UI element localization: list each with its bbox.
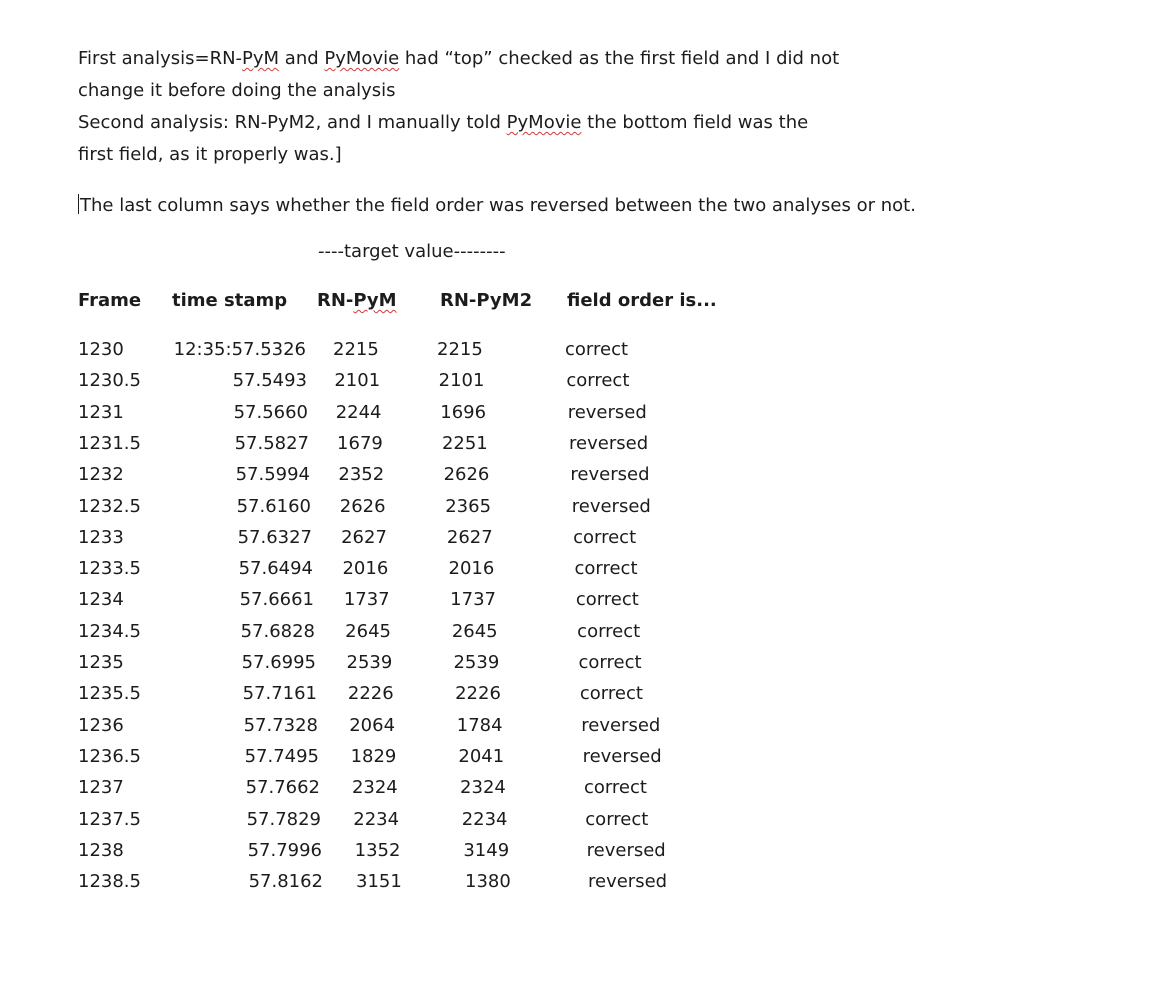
cell-frame: 1236	[78, 714, 124, 736]
cell-time-stamp: 12:35:57.5326	[173, 339, 306, 360]
cell-field-order: correct	[583, 777, 647, 799]
cell-rn-pym: 2101	[334, 370, 381, 392]
cell-rn-pym2: 1737	[450, 589, 496, 611]
intro-text: Second analysis: RN-PyM2, and I manually told	[78, 112, 507, 133]
intro-text: the bottom field was the	[581, 112, 809, 133]
cell-rn-pym: 2539	[346, 652, 393, 673]
cell-rn-pym2: 2234	[461, 808, 508, 830]
cell-frame: 1231	[78, 401, 124, 423]
cell-time-stamp: 57.6494	[238, 558, 313, 580]
cell-field-order: correct	[574, 558, 638, 580]
cell-field-order: reversed	[569, 432, 649, 454]
cell-rn-pym: 2352	[338, 464, 385, 486]
cell-rn-pym2: 2645	[451, 620, 498, 642]
cell-time-stamp: 57.7996	[247, 839, 322, 861]
intro-text: and	[279, 48, 325, 69]
cell-rn-pym: 2226	[347, 683, 394, 705]
cell-field-order: reversed	[582, 745, 662, 767]
spellcheck-word[interactable]: PyM	[242, 48, 280, 69]
cell-rn-pym2: 2324	[460, 777, 506, 799]
cell-rn-pym2: 2627	[446, 526, 493, 548]
header-rn-pym2: RN-PyM2	[440, 290, 533, 311]
cell-field-order: reversed	[581, 714, 661, 736]
cell-frame: 1238.5	[78, 871, 141, 893]
cell-time-stamp: 57.8162	[248, 871, 323, 893]
cell-frame: 1233.5	[78, 558, 141, 580]
cell-frame: 1237	[78, 777, 124, 799]
intro-line-2: change it before doing the analysis	[78, 80, 396, 101]
cell-rn-pym2: 2226	[455, 683, 501, 705]
spellcheck-word[interactable]: PyMovie	[324, 48, 400, 69]
cell-time-stamp: 57.7662	[245, 777, 320, 799]
cell-rn-pym: 2626	[339, 495, 386, 517]
header-rn-pym	[317, 290, 397, 311]
cell-rn-pym: 2215	[333, 339, 379, 360]
intro-text: had “top” checked as the first field and I did not	[399, 48, 840, 69]
cell-rn-pym: 1352	[354, 839, 401, 861]
intro-line-1	[78, 48, 839, 70]
text-cursor	[78, 194, 79, 214]
intro-line-3	[78, 112, 808, 134]
cell-time-stamp: 57.6160	[236, 495, 311, 517]
cell-field-order: correct	[565, 339, 629, 360]
intro-text: The last column says whether the field order was reversed between the two analyses or not.	[80, 195, 916, 216]
cell-field-order: reversed	[567, 401, 647, 423]
cell-frame: 1238	[78, 839, 124, 861]
cell-frame: 1237.5	[78, 808, 141, 830]
cell-frame: 1236.5	[78, 745, 141, 767]
cell-rn-pym2: 2251	[441, 432, 488, 454]
header-text: RN-	[317, 290, 354, 311]
cell-time-stamp: 57.5827	[234, 432, 309, 454]
cell-rn-pym2: 1696	[440, 401, 487, 423]
cell-rn-pym2: 1784	[456, 714, 503, 736]
cell-rn-pym2: 2539	[453, 652, 500, 673]
spellcheck-word[interactable]: PyM	[353, 290, 397, 311]
cell-field-order: reversed	[588, 871, 668, 893]
cell-time-stamp: 57.5493	[232, 370, 307, 392]
cell-field-order: reversed	[571, 495, 651, 517]
cell-time-stamp: 57.6995	[241, 652, 316, 673]
cell-field-order: correct	[578, 652, 642, 673]
cell-rn-pym: 2627	[341, 526, 387, 548]
cell-rn-pym: 2645	[345, 620, 391, 642]
cell-field-order: correct	[575, 589, 639, 611]
cell-rn-pym2: 2101	[438, 370, 485, 392]
header-field-order: field order is...	[567, 290, 717, 311]
header-time-stamp: time stamp	[172, 290, 288, 311]
cell-rn-pym: 1737	[343, 589, 390, 611]
cell-time-stamp: 57.6327	[237, 526, 312, 548]
cell-field-order: reversed	[570, 464, 650, 486]
cell-frame: 1230	[78, 339, 124, 360]
cell-field-order: reversed	[586, 839, 666, 861]
spellcheck-word[interactable]: PyMovie	[506, 112, 582, 133]
cell-field-order: correct	[573, 526, 637, 548]
header-frame: Frame	[78, 290, 142, 311]
cell-field-order: correct	[585, 808, 649, 830]
cell-frame: 1235	[78, 652, 124, 673]
cell-rn-pym: 2016	[342, 558, 389, 580]
cell-frame: 1233	[78, 526, 124, 548]
intro-line-4: first field, as it properly was.]	[78, 144, 342, 165]
cell-rn-pym: 3151	[356, 871, 402, 893]
cell-time-stamp: 57.6828	[240, 620, 315, 642]
cell-frame: 1232	[78, 464, 124, 486]
cell-frame: 1231.5	[78, 432, 141, 454]
intro-line-5	[78, 194, 916, 217]
cell-rn-pym2: 2626	[443, 464, 490, 486]
cell-rn-pym: 2064	[349, 714, 396, 736]
target-value-label: ----target value--------	[318, 241, 506, 262]
cell-rn-pym2: 2365	[445, 495, 492, 517]
cell-rn-pym2: 2215	[437, 339, 483, 360]
cell-rn-pym2: 1380	[465, 871, 511, 893]
cell-field-order: correct	[579, 683, 643, 705]
cell-frame: 1234.5	[78, 620, 141, 642]
cell-time-stamp: 57.6661	[239, 589, 314, 611]
cell-frame: 1234	[78, 589, 124, 611]
cell-frame: 1232.5	[78, 495, 141, 517]
cell-rn-pym2: 3149	[463, 839, 510, 861]
intro-text: First analysis=RN-	[78, 48, 243, 69]
cell-rn-pym: 2234	[353, 808, 400, 830]
cell-field-order: correct	[566, 370, 630, 392]
cell-frame: 1235.5	[78, 683, 141, 705]
cell-rn-pym: 1679	[337, 432, 383, 454]
cell-rn-pym2: 2016	[448, 558, 495, 580]
cell-time-stamp: 57.7829	[246, 808, 321, 830]
cell-rn-pym: 2324	[351, 777, 398, 799]
cell-rn-pym2: 2041	[458, 745, 505, 767]
cell-time-stamp: 57.5660	[233, 401, 308, 423]
cell-frame: 1230.5	[78, 370, 141, 392]
cell-time-stamp: 57.7328	[243, 714, 318, 736]
cell-rn-pym: 1829	[350, 745, 397, 767]
cell-time-stamp: 57.7161	[242, 683, 317, 705]
cell-time-stamp: 57.5994	[235, 464, 310, 486]
cell-time-stamp: 57.7495	[244, 745, 319, 767]
cell-rn-pym: 2244	[335, 401, 382, 423]
cell-field-order: correct	[577, 620, 641, 642]
